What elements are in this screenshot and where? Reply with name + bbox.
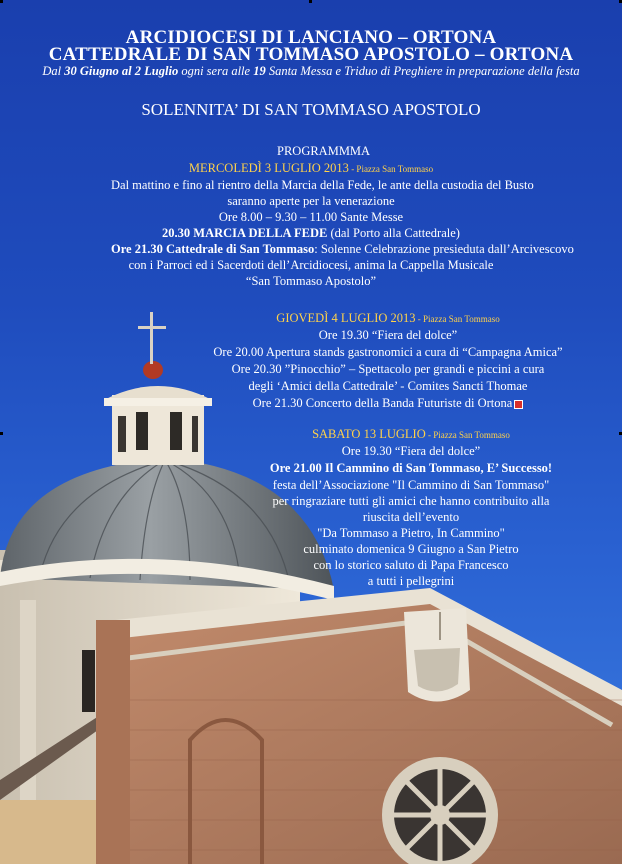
day3-place: - Piazza San Tommaso xyxy=(425,430,510,440)
day1-line: con i Parroci ed i Sacerdoti dell’Arcidiocesi, anima la Cappella Musicale xyxy=(128,258,494,272)
day3-line: Ore 21.00 Il Cammino di San Tommaso, E’ Successo! xyxy=(269,461,553,475)
day1-line: Dal mattino e fino al rientro della Marcia della Fede, le ante della custodia del Busto xyxy=(111,178,534,192)
day1-heading xyxy=(111,162,511,175)
day3-line: a tutti i pellegrini xyxy=(367,574,455,588)
day3-line: festa dell’Associazione "Il Cammino di San Tommaso" xyxy=(272,478,550,492)
subtitle-text: Dal xyxy=(42,64,65,78)
march-route: (dal Porto alla Cattedrale) xyxy=(327,226,460,240)
day2-line: Ore 20.30 ”Pinocchio” – Spettacolo per grandi e piccini a cura xyxy=(231,362,545,376)
brick-facade xyxy=(100,598,622,864)
day1-line xyxy=(111,242,574,256)
subtitle-text: Santa Messa e Triduo di Preghiere in preparazione della festa xyxy=(265,64,580,78)
cross xyxy=(150,312,153,364)
novena-subtitle xyxy=(0,65,622,78)
day3-line: per ringraziare tutti gli amici che hanno contribuito alla xyxy=(272,494,550,508)
day2-date: GIOVEDÌ 4 LUGLIO 2013 xyxy=(276,311,416,325)
day2-heading xyxy=(188,312,588,325)
diocese-title: ARCIDIOCESI DI LANCIANO – ORTONA xyxy=(125,27,497,48)
subtitle-text: ogni sera alle xyxy=(178,64,254,78)
day1-line: Ore 8.00 – 9.30 – 11.00 Sante Messe xyxy=(218,210,404,224)
celebration-text: : Solenne Celebrazione presieduta dall’Arcivescovo xyxy=(314,242,574,256)
subtitle-dates: 30 Giugno al 2 Luglio xyxy=(64,64,179,78)
day3-line: Ore 19.30 “Fiera del dolce” xyxy=(341,444,481,458)
day3-date: SABATO 13 LUGLIO xyxy=(312,427,426,441)
day3-line: culminato domenica 9 Giugno a San Pietro xyxy=(303,542,519,556)
day1-line: saranno aperte per la venerazione xyxy=(227,194,395,208)
day2-line: Ore 19.30 “Fiera del dolce” xyxy=(318,328,458,342)
selection-handle xyxy=(0,432,3,435)
day2-line: degli ‘Amici della Cattedrale’ - Comites Sancti Thomae xyxy=(248,379,528,393)
concert-text: Ore 21.30 Concerto della Banda Futuriste di Ortona xyxy=(252,396,513,410)
broken-image-icon xyxy=(514,400,523,409)
day2-line: Ore 20.00 Apertura stands gastronomici a cura di “Campagna Amica” xyxy=(213,345,563,359)
march-title: 20.30 MARCIA DELLA FEDE xyxy=(162,226,328,240)
day3-heading xyxy=(211,428,611,441)
day3-line: riuscita dell’evento xyxy=(362,510,460,524)
day1-place: - Piazza San Tommaso xyxy=(348,164,434,174)
cathedral-title: CATTEDRALE DI SAN TOMMASO APOSTOLO – ORTONA xyxy=(48,44,574,65)
day1-line: “San Tommaso Apostolo” xyxy=(245,274,377,288)
programme-label: PROGRAMMMA xyxy=(277,144,371,158)
day1-line xyxy=(111,227,511,240)
selection-handle xyxy=(309,0,312,3)
celebration-time: Ore 21.30 Cattedrale di San Tommaso xyxy=(111,242,315,256)
day2-place: - Piazza San Tommaso xyxy=(415,314,500,324)
day3-line: "Da Tommaso a Pietro, In Cammino" xyxy=(317,526,505,540)
day1-date: MERCOLEDÌ 3 LUGLIO 2013 xyxy=(188,161,349,175)
subtitle-hour: 19 xyxy=(253,64,266,78)
day2-line xyxy=(188,397,588,410)
solemnity-title: SOLENNITA’ DI SAN TOMMASO APOSTOLO xyxy=(141,100,481,119)
selection-handle xyxy=(0,0,3,3)
day3-line: con lo storico saluto di Papa Francesco xyxy=(313,558,509,572)
